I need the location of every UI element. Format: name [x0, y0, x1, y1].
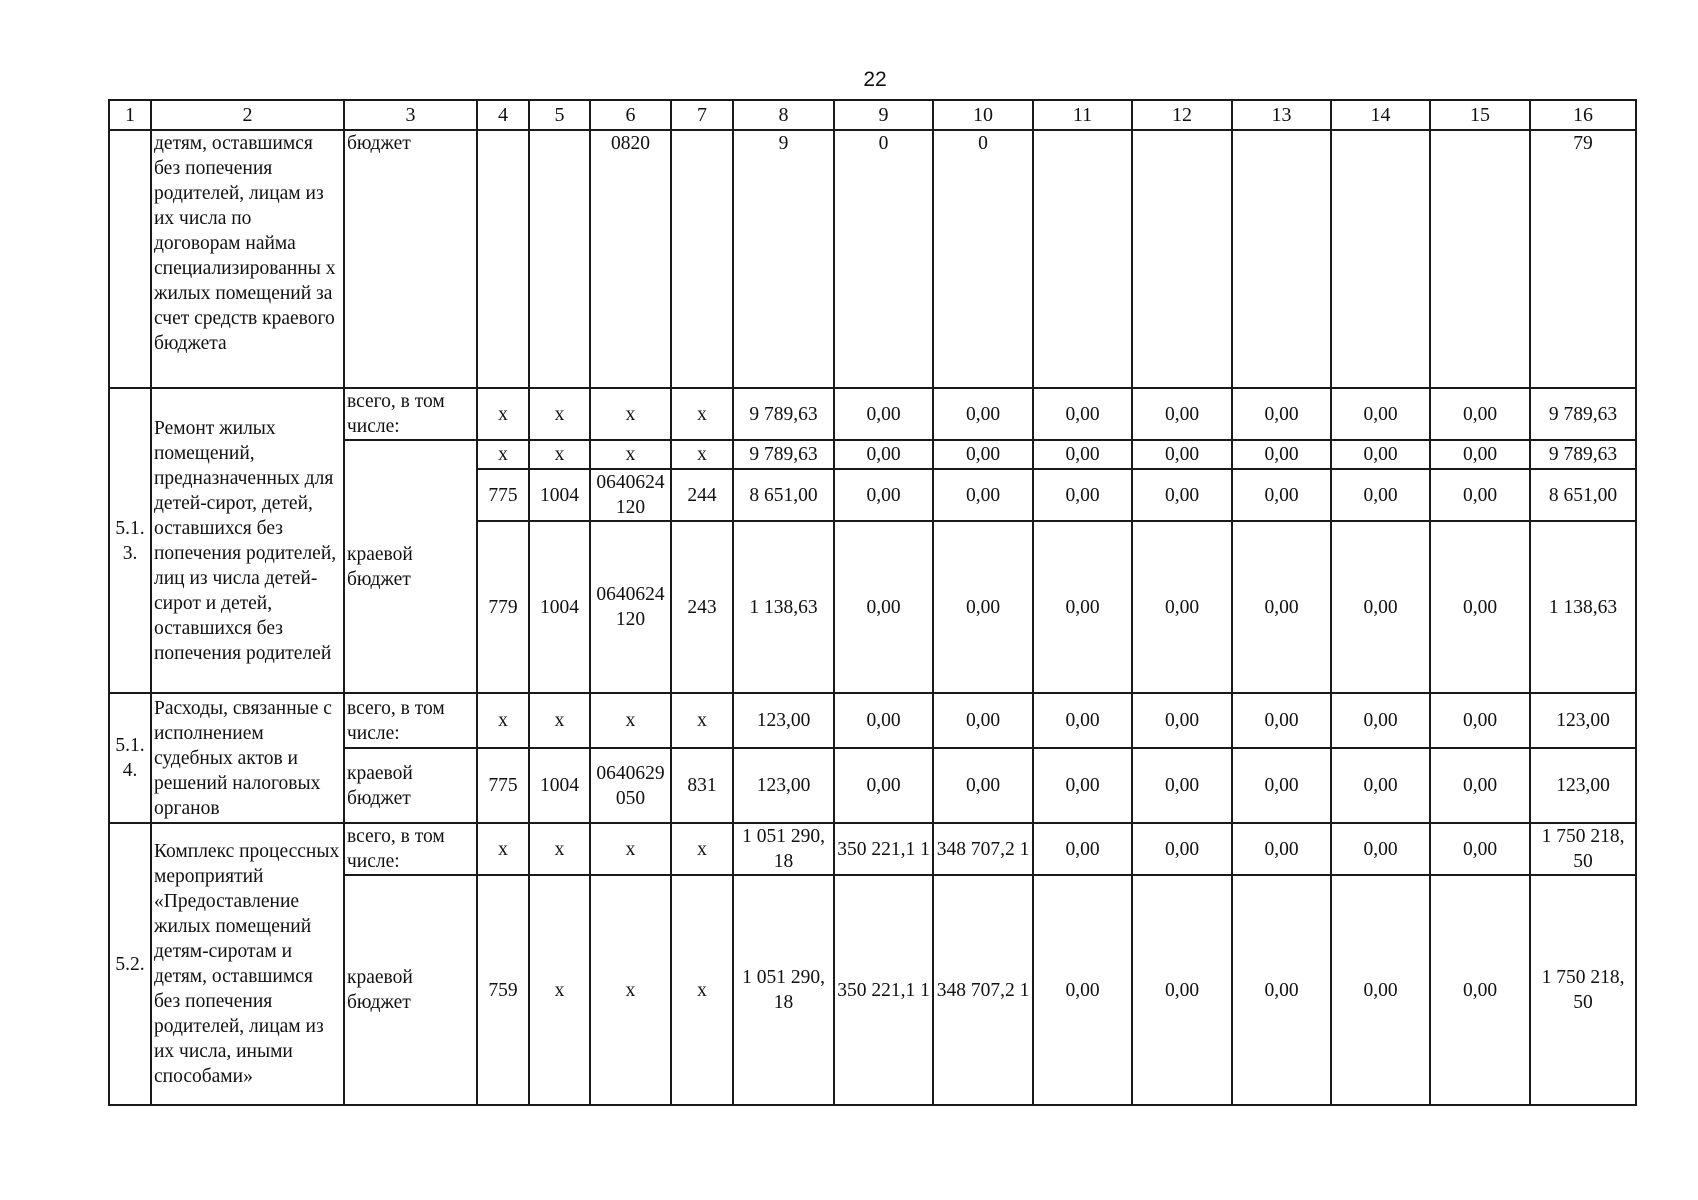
column-header: 13: [1232, 100, 1331, 130]
cell: 0,00: [1430, 875, 1530, 1105]
cell: 123,00: [733, 748, 834, 823]
cell: 123,00: [1530, 693, 1636, 748]
header-row: [109, 100, 1636, 130]
cell: 831: [671, 748, 733, 823]
cell: 0,00: [1232, 875, 1331, 1105]
cell: 348 707,2 1: [933, 823, 1033, 875]
cell: 0,00: [933, 440, 1033, 469]
cell: 9 789,63: [733, 388, 834, 440]
cell: 0,00: [1232, 748, 1331, 823]
cell: 1 051 290, 18: [733, 823, 834, 875]
cell: 0,00: [1430, 748, 1530, 823]
cell: 9 789,63: [1530, 388, 1636, 440]
cell: x: [671, 823, 733, 875]
cell: x: [671, 388, 733, 440]
cell: 1004: [529, 521, 590, 693]
cell: x: [529, 440, 590, 469]
cell: 0,00: [1232, 521, 1331, 693]
column-header: 15: [1430, 100, 1530, 130]
cell: x: [671, 693, 733, 748]
cell: 9: [733, 130, 834, 388]
cell: 1 750 218, 50: [1530, 823, 1636, 875]
cell: 0,00: [834, 440, 933, 469]
cell: 1 750 218, 50: [1530, 875, 1636, 1105]
cell: x: [590, 440, 671, 469]
cell: 0,00: [1331, 440, 1430, 469]
column-header: 9: [834, 100, 933, 130]
table-row: [109, 693, 1636, 748]
table-row: [109, 823, 1636, 875]
cell: 0,00: [1232, 388, 1331, 440]
row-id: 5.1. 3.: [109, 388, 151, 693]
cell: 0,00: [1132, 748, 1232, 823]
funding-source: всего, в том числе:: [344, 693, 477, 748]
column-header: 5: [529, 100, 590, 130]
column-header: 1: [109, 100, 151, 130]
cell: 0,00: [1430, 693, 1530, 748]
cell: 0,00: [834, 693, 933, 748]
row-id: 5.2.: [109, 823, 151, 1105]
cell: 0,00: [1132, 693, 1232, 748]
table-row: [109, 130, 1636, 388]
cell: 0,00: [834, 388, 933, 440]
cell: 9 789,63: [733, 440, 834, 469]
page-number: 22: [863, 68, 887, 91]
funding-source: всего, в том числе:: [344, 823, 477, 875]
row-name: Комплекс процессных мероприятий «Предоставление жилых помещений детям-сиротам и детям, оставшимся без попечения родителей, лицам из их числа, иными способами»: [151, 823, 344, 1105]
cell: 0,00: [1132, 388, 1232, 440]
cell: 0,00: [933, 748, 1033, 823]
cell: x: [590, 875, 671, 1105]
cell: 0,00: [1033, 440, 1132, 469]
cell: 9 789,63: [1530, 440, 1636, 469]
cell: x: [529, 823, 590, 875]
cell: 0640624 120: [590, 521, 671, 693]
cell: 0,00: [1033, 693, 1132, 748]
cell: 0,00: [1430, 823, 1530, 875]
cell: x: [477, 388, 529, 440]
funding-source: бюджет: [344, 130, 477, 388]
cell: 0,00: [1232, 823, 1331, 875]
row-id: [109, 130, 151, 388]
column-header: 4: [477, 100, 529, 130]
cell: 0,00: [1033, 748, 1132, 823]
cell: 0,00: [1033, 388, 1132, 440]
column-header: 7: [671, 100, 733, 130]
column-header: 6: [590, 100, 671, 130]
cell: 0,00: [1331, 748, 1430, 823]
funding-source: краевой бюджет: [344, 748, 477, 823]
cell: x: [477, 440, 529, 469]
cell: 0,00: [1331, 875, 1430, 1105]
cell: 1 051 290, 18: [733, 875, 834, 1105]
cell: 0,00: [1132, 521, 1232, 693]
cell: 244: [671, 469, 733, 521]
cell: 0: [834, 130, 933, 388]
cell: x: [671, 440, 733, 469]
cell: 0,00: [1132, 440, 1232, 469]
cell: 0,00: [834, 469, 933, 521]
cell: 0,00: [1232, 440, 1331, 469]
cell: 0640629 050: [590, 748, 671, 823]
cell: 0,00: [1430, 440, 1530, 469]
cell: 0,00: [933, 521, 1033, 693]
cell: x: [590, 693, 671, 748]
cell: 0,00: [834, 748, 933, 823]
cell: 759: [477, 875, 529, 1105]
cell: 0,00: [834, 521, 933, 693]
cell: 350 221,1 1: [834, 823, 933, 875]
cell: 0,00: [1331, 521, 1430, 693]
cell: 0640624 120: [590, 469, 671, 521]
column-header: 3: [344, 100, 477, 130]
cell: 779: [477, 521, 529, 693]
cell: 0,00: [1132, 469, 1232, 521]
cell: 243: [671, 521, 733, 693]
cell: x: [529, 875, 590, 1105]
cell: 0,00: [1232, 693, 1331, 748]
cell: 0,00: [1033, 875, 1132, 1105]
cell: x: [529, 388, 590, 440]
cell: 79: [1530, 130, 1636, 388]
cell: 0,00: [1132, 823, 1232, 875]
cell: x: [529, 693, 590, 748]
budget-table: [108, 99, 1637, 1106]
cell: x: [590, 823, 671, 875]
cell: 123,00: [1530, 748, 1636, 823]
cell: x: [590, 388, 671, 440]
cell: 1004: [529, 469, 590, 521]
cell: 8 651,00: [733, 469, 834, 521]
row-name: детям, оставшимся без попечения родителей, лицам из их числа по договорам найма специализированны х жилых помещений за счет средств краевого бюджета: [151, 130, 344, 388]
cell: 0: [933, 130, 1033, 388]
row-name: Расходы, связанные с исполнением судебных актов и решений налоговых органов: [151, 693, 344, 823]
funding-source: всего, в том числе:: [344, 388, 477, 440]
cell: 0,00: [1331, 469, 1430, 521]
column-header: 14: [1331, 100, 1430, 130]
cell: 0,00: [1232, 469, 1331, 521]
cell: 0,00: [1033, 823, 1132, 875]
cell: 0,00: [933, 693, 1033, 748]
cell: x: [477, 693, 529, 748]
column-header: 8: [733, 100, 834, 130]
column-header: 16: [1530, 100, 1636, 130]
table-row: [109, 388, 1636, 440]
cell: 0,00: [1430, 469, 1530, 521]
cell: 0,00: [1430, 521, 1530, 693]
cell: 0,00: [1033, 469, 1132, 521]
cell: 0,00: [1331, 823, 1430, 875]
column-header: 11: [1033, 100, 1132, 130]
funding-source: краевой бюджет: [344, 875, 477, 1105]
cell: 8 651,00: [1530, 469, 1636, 521]
cell: 1 138,63: [733, 521, 834, 693]
row-id: 5.1. 4.: [109, 693, 151, 823]
column-header: 12: [1132, 100, 1232, 130]
funding-source: краевой бюджет: [344, 440, 477, 693]
cell: 0,00: [1033, 521, 1132, 693]
cell: 0,00: [1430, 388, 1530, 440]
column-header: 10: [933, 100, 1033, 130]
cell: 1 138,63: [1530, 521, 1636, 693]
cell: x: [477, 823, 529, 875]
cell: 0,00: [1331, 388, 1430, 440]
cell: 1004: [529, 748, 590, 823]
cell: 0,00: [933, 388, 1033, 440]
cell: 0,00: [1132, 875, 1232, 1105]
cell: 123,00: [733, 693, 834, 748]
cell: x: [671, 875, 733, 1105]
cell: 775: [477, 748, 529, 823]
cell: 0,00: [933, 469, 1033, 521]
cell: 775: [477, 469, 529, 521]
cell: 0820: [590, 130, 671, 388]
cell: 348 707,2 1: [933, 875, 1033, 1105]
cell: 0,00: [1331, 693, 1430, 748]
row-name: Ремонт жилых помещений, предназначенных для детей-сирот, детей, оставшихся без попечения родителей, лиц из числа детей-сирот и детей, оставшихся без попечения родителей: [151, 388, 344, 693]
cell: 350 221,1 1: [834, 875, 933, 1105]
column-header: 2: [151, 100, 344, 130]
